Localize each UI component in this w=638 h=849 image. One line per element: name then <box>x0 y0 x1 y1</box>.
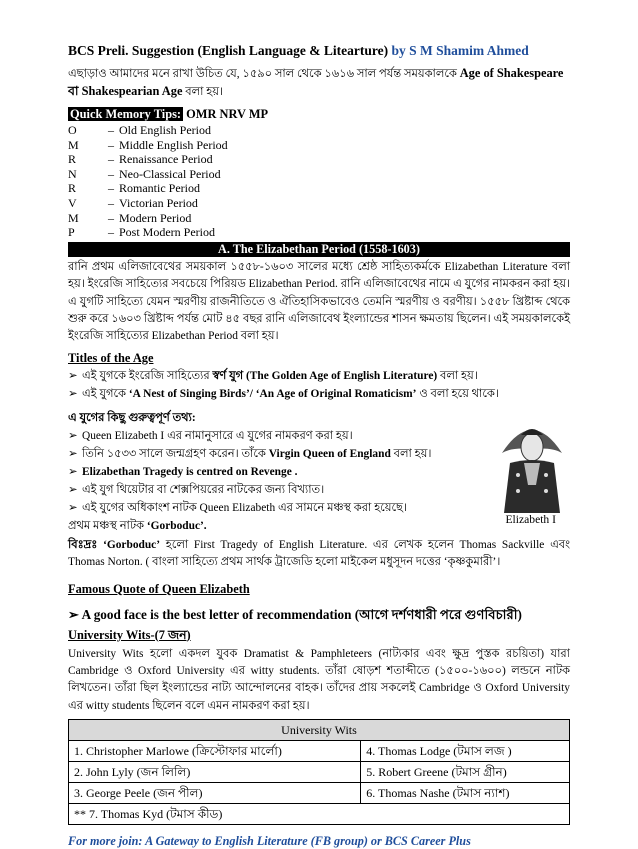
bullet-text: এই যুগের অধিকাংশ নাটক Queen Elizabeth এর সামনে মঞ্চস্থ করা হয়েছে। <box>82 501 408 514</box>
list-item <box>68 211 570 226</box>
list-item <box>68 138 570 153</box>
bullet-text: তিনি ১৫৩৩ সালে জন্মগ্রহণ করেন। তাঁকে <box>82 447 269 460</box>
bullet-text: ও বলা হয়ে থাকে। <box>416 387 499 400</box>
titles-heading: Titles of the Age <box>68 350 154 365</box>
arrow-bullet-icon: ➢ <box>68 429 78 442</box>
wits-paragraph: University Wits হলো একদল যুবক Dramatist & Pamphleteers (নাট্যকার এবং ক্ষুদ্র পুস্তক রচয়িতা) যারা Cambridge ও Oxford University এর witty students. তাঁরা ষোড়শ শতাব্দীতে (১৫০০-১৬০০) লন্ডনে নাটক লিখতেন। তাঁরা ছিল ইংল্যান্ডের নাট্য আন্দোলনের বাহক। তাঁদের প্রায় সকলেই Cambridge ও Oxford University এর witty students ছিলেন বলে এমন নামকরণ করা হয়। <box>68 647 570 712</box>
table-cell: 3. George Peele (জন পীল) <box>69 783 361 804</box>
bullet-text: বলা হয়। <box>437 369 478 382</box>
memory-period: Romantic Period <box>119 181 200 196</box>
wits-table <box>68 719 570 825</box>
list-item <box>68 123 570 138</box>
table-row <box>69 783 570 804</box>
list-item <box>68 196 570 211</box>
arrow-bullet-icon: ➢ <box>68 483 78 496</box>
dash: – <box>108 123 114 137</box>
facts-heading: এ যুগের কিছু গুরুত্বপূর্ণ তথ্য: <box>68 411 196 424</box>
table-row <box>69 762 570 783</box>
footer-text: For more join: A Gateway to English Literature (FB group) or BCS Career Plus <box>68 834 471 849</box>
dash: – <box>108 152 114 167</box>
table-row <box>69 741 570 762</box>
bullet-text: প্রথম মঞ্চস্থ নাটক <box>68 519 147 532</box>
list-item <box>68 167 570 182</box>
memory-period: Post Modern Period <box>119 225 215 240</box>
dash: – <box>108 225 114 240</box>
note-bold: ‘Gorboduc’ <box>103 538 161 551</box>
quick-memory-label: Quick Memory Tips: <box>70 107 182 121</box>
section-a-paragraph: রানি প্রথম এলিজাবেথের সময়কাল ১৫৫৮-১৬০৩ সালের মধ্যে শ্রেষ্ঠ সাহিত্যকর্মকে Elizabethan Literature বলা হয়। ইংরেজি সাহিত্যের সবচেয়ে পিরিয়ড Elizabethan Period. রানি এলিজাবেথের নামে এ যুগের নামকরন করা হয়। এ যুগটি সাহিত্যে যেমন স্মরণীয় রাজনীতিতে ও ঐতিহাসিকভাবেও তেমনি স্মরণীয় ও বরণীয়। ১৫৫৮ খ্রিষ্টাব্দ থেকে শুরু করে ১৬০৩ খ্রিষ্টাব্দ পর্যন্ত মোট ৪৫ বছর রানি এলিজাবেথ ইংল্যান্ডের শাসন ক্ষমতায় ছিলেন। এই সময়কালকেই ইংরেজি সাহিত্যের Elizabethan Period বলা হয়। <box>68 260 570 343</box>
memory-letter: R <box>68 181 77 196</box>
bullet-text: এই যুগকে ইংরেজি সাহিত্যের <box>82 369 213 382</box>
intro-bold: Age of Shakespeare বা Shakespearian Age <box>68 66 564 98</box>
title-text: BCS Preli. Suggestion (English Language & Litearture) <box>68 43 389 58</box>
bullet-text: এই যুগকে <box>82 387 129 400</box>
bullet-bold: ‘Gorboduc’. <box>146 519 207 532</box>
list-item <box>68 385 570 403</box>
arrow-bullet-icon: ➢ <box>68 465 78 478</box>
bullet-text: বলা হয়। <box>390 447 432 460</box>
arrow-bullet-icon: ➢ <box>68 501 78 514</box>
famous-quote <box>68 604 570 626</box>
dash: – <box>108 181 114 196</box>
note-text: হলো First Tragedy of English Literature. এর লেখক হলেন Thomas Sackville এবং Thomas Norton. ( বাংলা সাহিত্যে প্রথম সার্থক ট্রাজেডি হলো মাইকেল মধুসূদন দত্তের ‘কৃষ্ণকুমারী’। <box>68 538 570 569</box>
memory-letter: M <box>68 137 79 152</box>
memory-letter: R <box>68 152 77 167</box>
bullet-bold: ‘A Nest of Singing Birds’/ ‘An Age of Original Romaticism’ <box>128 387 417 400</box>
first-play-line <box>68 517 570 535</box>
table-header: University Wits <box>69 720 570 741</box>
note-label: বিঃদ্রঃ <box>68 538 98 551</box>
table-cell: 1. Christopher Marlowe (ক্রিস্টোফার মার্লো) <box>69 741 361 762</box>
quote-text: A good face is the best letter of recommendation (আগে দর্শণধারী পরে গুণবিচারী) <box>81 606 522 622</box>
memory-period: Victorian Period <box>119 195 198 210</box>
dash: – <box>108 166 114 181</box>
dash: – <box>108 137 114 152</box>
page-title <box>68 42 570 59</box>
table-cell: 2. John Lyly (জন লিলি) <box>69 762 361 783</box>
bullet-text: এই যুগ থিয়েটার বা শেক্সপিয়রের নাটকের জন্য বিখ্যাত। <box>82 483 325 496</box>
author-text: by S M Shamim Ahmed <box>391 43 529 58</box>
memory-letter: O <box>68 123 77 137</box>
facts-section <box>68 409 570 572</box>
wits-heading: University Wits-(7 জন) <box>68 627 191 642</box>
quick-memory-code: OMR NRV MP <box>186 107 269 121</box>
arrow-bullet-icon: ➢ <box>68 447 78 460</box>
bullet-bold: Elizabethan Tragedy is centred on Revenge . <box>82 465 298 478</box>
bullet-bold: স্বর্ণ যুগ (The Golden Age of English Literature) <box>212 369 438 382</box>
memory-period: Middle English Period <box>119 137 228 152</box>
table-row <box>69 804 570 825</box>
arrow-bullet-icon: ➢ <box>68 387 78 400</box>
memory-period: Modern Period <box>119 210 192 225</box>
memory-letter: N <box>68 166 77 181</box>
table-cell: 4. Thomas Lodge (টমাস লজ ) <box>361 741 570 762</box>
table-cell: ** 7. Thomas Kyd (টমাস কীড) <box>69 804 570 825</box>
note-paragraph <box>68 537 570 572</box>
table-row <box>69 720 570 741</box>
memory-period: Old English Period <box>119 123 211 137</box>
dash: – <box>108 195 114 210</box>
list-item <box>68 181 570 196</box>
bullet-bold: Virgin Queen of England <box>268 447 391 460</box>
list-item <box>68 225 570 240</box>
table-cell: 5. Robert Greene (টমাস গ্রীন) <box>361 762 570 783</box>
portrait-caption: Elizabeth I <box>505 512 556 526</box>
quick-memory-heading <box>68 106 570 122</box>
list-item <box>68 152 570 167</box>
intro-tail: বলা হয়। <box>182 86 224 98</box>
memory-period: Renaissance Period <box>119 152 213 167</box>
table-cell: 6. Thomas Nashe (টমাস ন্যাশ) <box>361 783 570 804</box>
memory-letter: P <box>68 225 75 240</box>
elizabeth-portrait-image <box>494 413 570 513</box>
memory-letter: V <box>68 195 77 210</box>
bullet-text: Queen Elizabeth I এর নামানুসারে এ যুগের নামকরণ করা হয়। <box>82 429 353 442</box>
list-item <box>68 367 570 385</box>
arrow-bullet-icon: ➢ <box>68 369 78 382</box>
famous-quote-heading: Famous Quote of Queen Elizabeth <box>68 581 250 596</box>
memory-period: Neo-Classical Period <box>119 166 221 181</box>
memory-letter: M <box>68 210 79 225</box>
section-a-heading: A. The Elizabethan Period (1558-1603) <box>68 242 570 257</box>
dash: – <box>108 210 114 225</box>
intro-text: এছাড়াও আমাদের মনে রাখা উচিত যে, ১৫৯০ সাল থেকে ১৬১৬ সাল পর্যন্ত সময়কালকে <box>68 68 460 80</box>
quick-memory-list <box>68 123 570 240</box>
intro-paragraph <box>68 65 570 101</box>
arrow-bullet-icon: ➢ <box>68 606 82 622</box>
